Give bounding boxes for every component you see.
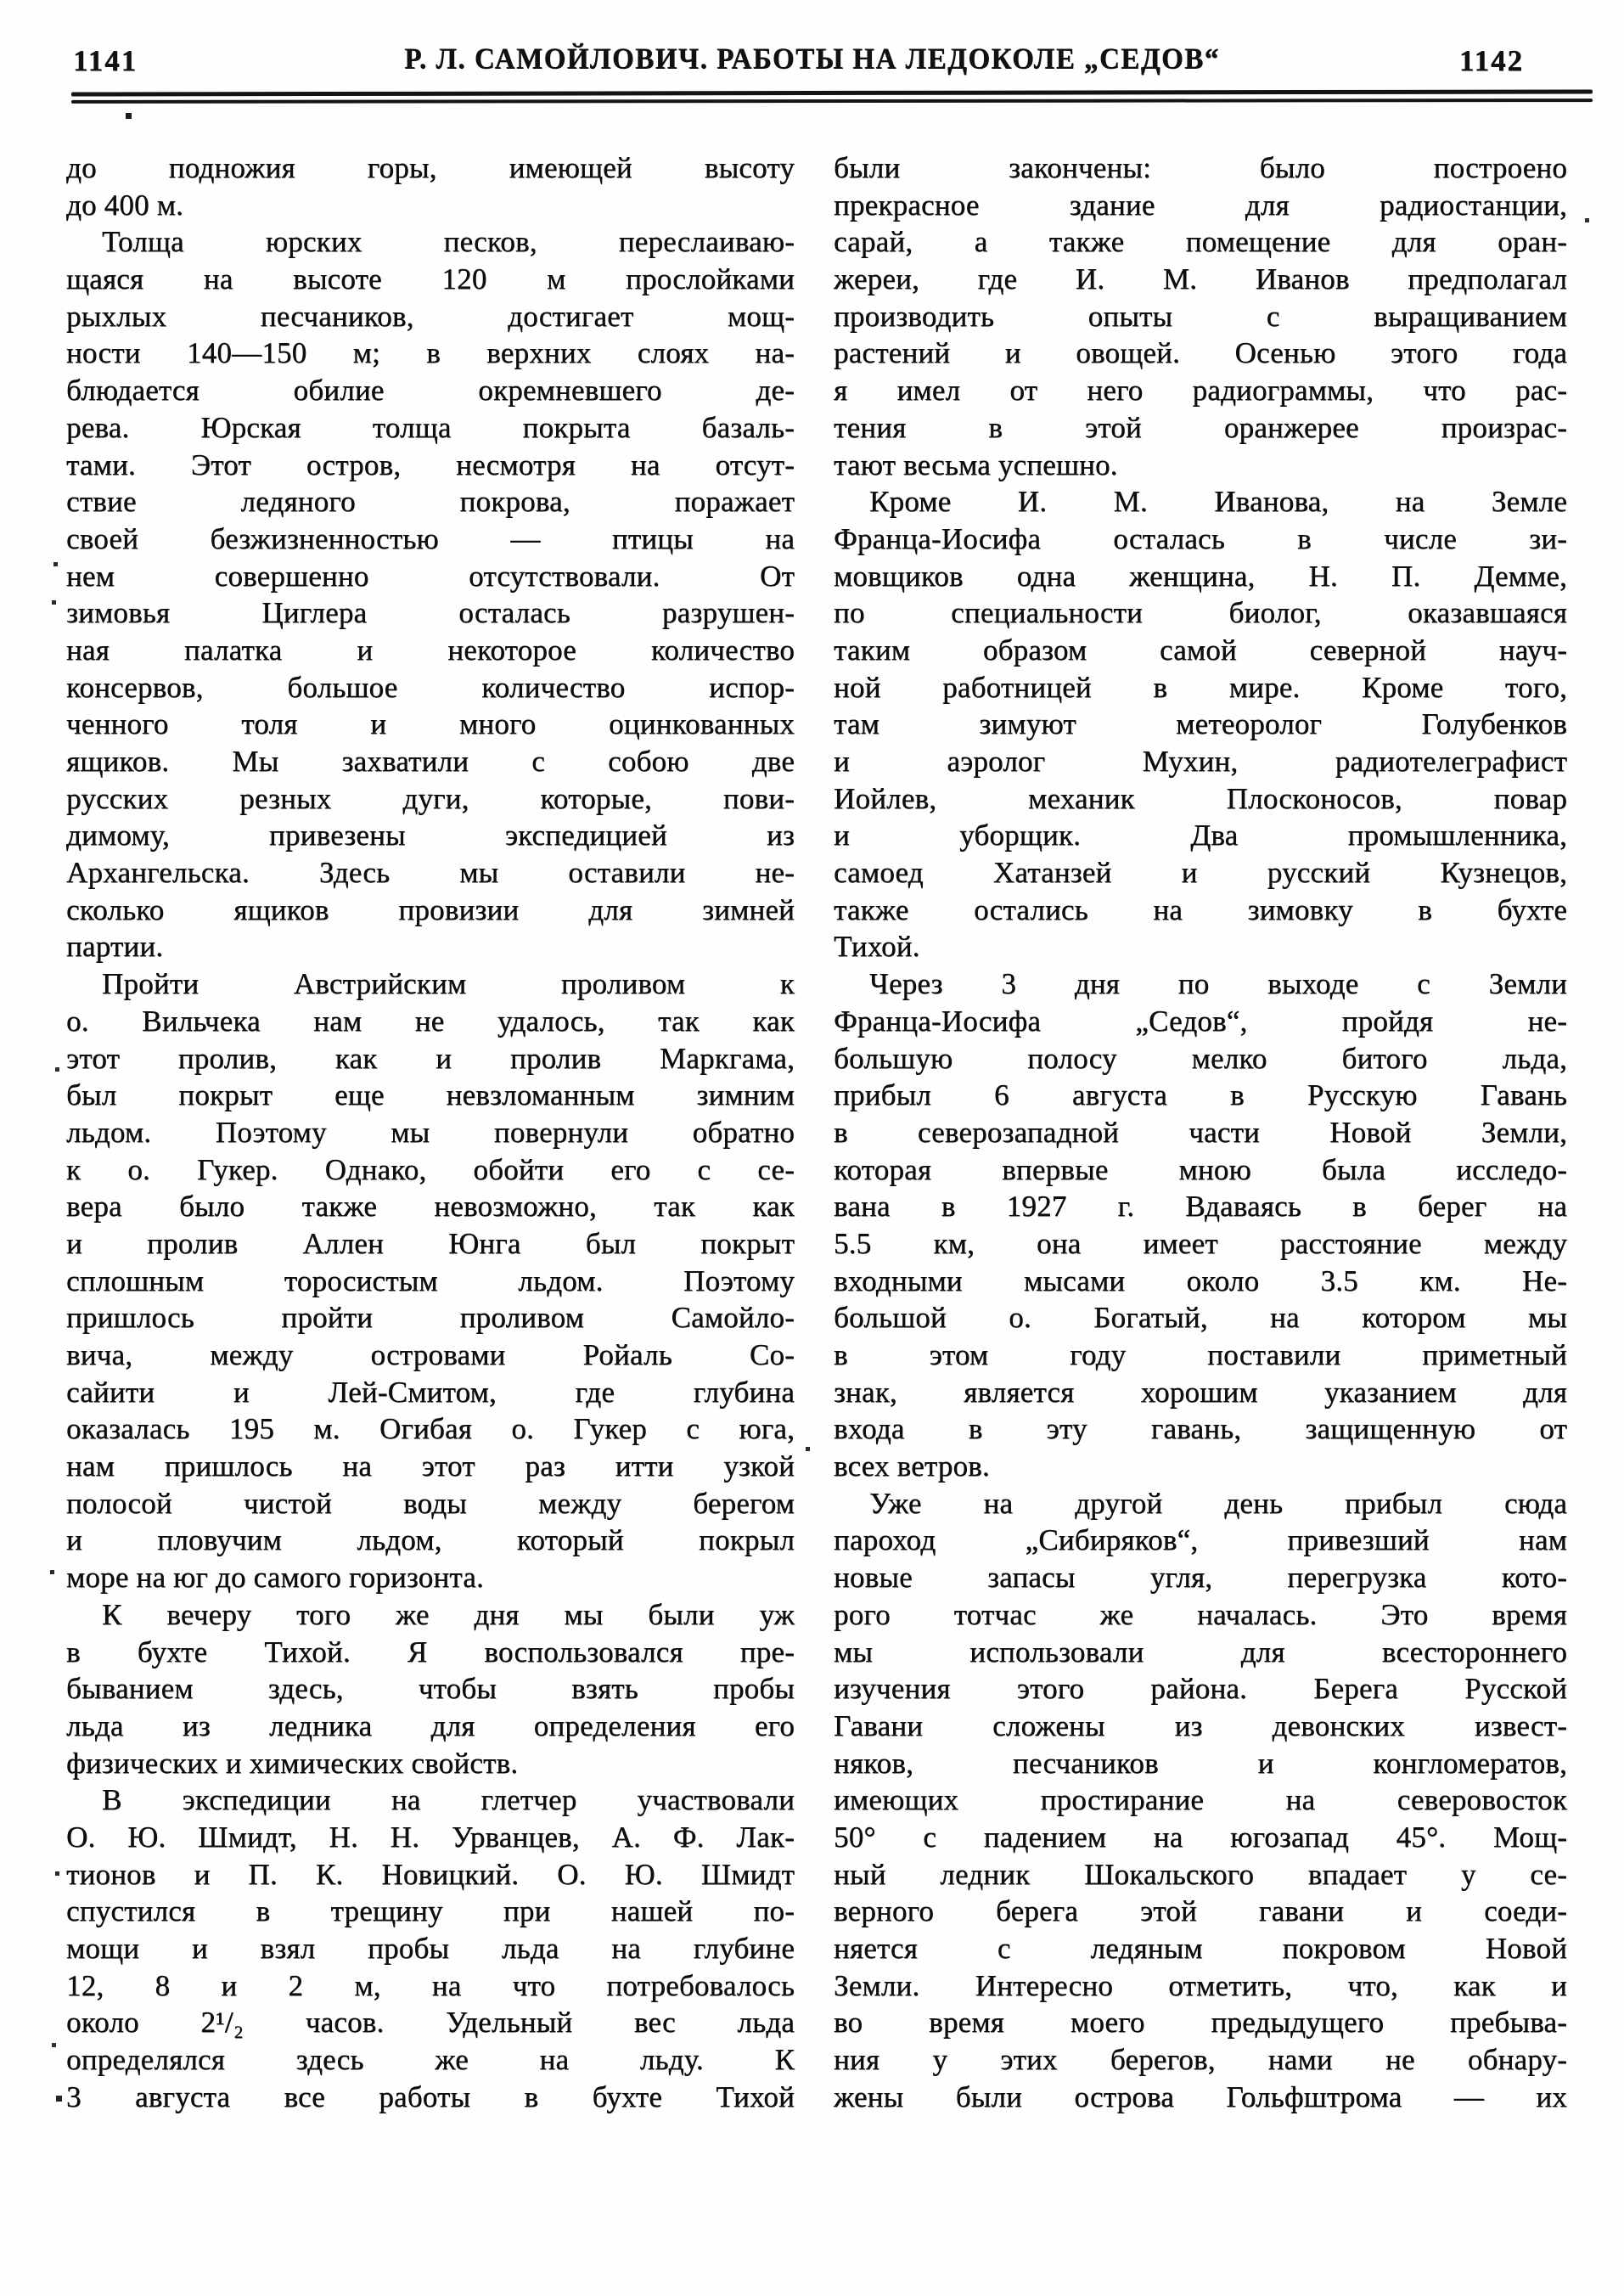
- text-line: большой о. Богатый, на котором мы: [834, 1301, 1567, 1335]
- text-line: большую полосу мелко битого льда,: [834, 1041, 1567, 1075]
- text-line: блюдается обилие окремневшего де-: [66, 374, 795, 408]
- text-line: там зимуют метеоролог Голубенков: [834, 707, 1567, 741]
- text-line: по специальности биолог, оказавшаяся: [834, 596, 1567, 630]
- text-line: своей безжизненностью — птицы на: [66, 521, 795, 555]
- column-right: [834, 149, 1567, 2115]
- text-line: которая впервые мною была исследо-: [834, 1152, 1567, 1186]
- text-line: имеющих простирание на северовосток: [834, 1783, 1567, 1817]
- text-line: Уже на другой день прибыл сюда: [869, 1486, 1567, 1520]
- text-line: ченного толя и много оцинкованных: [66, 707, 795, 741]
- text-line: 3 августа все работы в бухте Тихой: [66, 2079, 795, 2113]
- header-double-rule-bottom: [71, 98, 1593, 104]
- text-line: 50° с падением на югозапад 45°. Мощ-: [834, 1820, 1567, 1854]
- text-line: о. Вильчека нам не удалось, так как: [66, 1004, 795, 1038]
- text-line: сарай, а также помещение для оран-: [834, 225, 1567, 259]
- text-line: щаяся на высоте 120 м прослойками: [66, 262, 795, 296]
- scan-specks: [0, 0, 3, 3]
- header-double-rule-top: [71, 89, 1593, 96]
- text-line: знак, является хорошим указанием для: [834, 1375, 1567, 1409]
- text-line: льда из ледника для определения его: [66, 1708, 795, 1742]
- text-line: растений и овощей. Осенью этого года: [834, 336, 1567, 370]
- text-line: входа в эту гавань, защищенную от: [834, 1412, 1567, 1446]
- text-line: К вечеру того же дня мы были уж: [102, 1597, 795, 1631]
- text-line: ная палатка и некоторое количество: [66, 633, 795, 667]
- text-line: мовщиков одна женщина, Н. П. Демме,: [834, 559, 1567, 593]
- text-line: был покрыт еще невзломанным зимним: [66, 1078, 795, 1112]
- text-line: Франца-Иосифа осталась в числе зи-: [834, 521, 1567, 555]
- text-line: ности 140—150 м; в верхних слоях на-: [66, 336, 795, 370]
- text-line: льдом. Поэтому мы повернули обратно: [66, 1115, 795, 1149]
- text-line: тионов и П. К. Новицкий. О. Ю. Шмидт: [66, 1857, 795, 1891]
- text-line: ной работницей в мире. Кроме того,: [834, 670, 1567, 704]
- text-line: мы использовали для всестороннего: [834, 1635, 1567, 1669]
- text-line: пришлось пройти проливом Самойло-: [66, 1301, 795, 1335]
- text-line: В экспедиции на глетчер участвовали: [102, 1783, 795, 1817]
- text-line: до 400 м.: [66, 188, 184, 222]
- text-line: спустился в трещину при нашей по-: [66, 1894, 795, 1928]
- text-line: ящиков. Мы захватили с собою две: [66, 745, 795, 778]
- text-line: входными мысами около 3.5 км. Не-: [834, 1263, 1567, 1297]
- text-line: около 2¹/₂ часов. Удельный вес льда: [66, 2006, 795, 2040]
- text-line: ния у этих берегов, нами не обнару-: [834, 2043, 1567, 2077]
- text-line: физических и химических свойств.: [66, 1746, 519, 1780]
- text-line: Пройти Австрийским проливом к: [102, 967, 795, 1001]
- text-line: самоед Хатанзей и русский Кузнецов,: [834, 856, 1567, 890]
- text-line: до подножия горы, имеющей высоту: [66, 151, 795, 184]
- text-line: к о. Гукер. Однако, обойти его с се-: [66, 1152, 795, 1186]
- text-line: Через 3 дня по выходе с Земли: [869, 967, 1567, 1001]
- text-line: новые запасы угля, перегрузка кото-: [834, 1561, 1567, 1595]
- text-line: тения в этой оранжерее произрас-: [834, 410, 1567, 444]
- text-line: сайити и Лей-Смитом, где глубина: [66, 1375, 795, 1409]
- text-line: 5.5 км, она имеет расстояние между: [834, 1226, 1567, 1260]
- running-head: [0, 44, 1624, 87]
- text-line: жены были острова Гольфштрома — их: [834, 2079, 1567, 2113]
- text-line: я имел от него радиограммы, что рас-: [834, 374, 1567, 408]
- text-line: в северозападной части Новой Земли,: [834, 1115, 1567, 1149]
- text-line: во время моего предыдущего пребыва-: [834, 2006, 1567, 2040]
- text-line: Кроме И. М. Иванова, на Земле: [869, 485, 1567, 519]
- text-line: верного берега этой гавани и соеди-: [834, 1894, 1567, 1928]
- text-line: в бухте Тихой. Я воспользовался пре-: [66, 1635, 795, 1669]
- text-line: сплошным торосистым льдом. Поэтому: [66, 1263, 795, 1297]
- text-line: быванием здесь, чтобы взять пробы: [66, 1672, 795, 1706]
- text-line: мощи и взял пробы льда на глубине: [66, 1932, 795, 1965]
- text-line: рыхлых песчаников, достигает мощ-: [66, 299, 795, 333]
- text-line: тают весьма успешно.: [834, 447, 1118, 481]
- text-line: няков, песчаников и конгломератов,: [834, 1746, 1567, 1780]
- text-line: полосой чистой воды между берегом: [66, 1486, 795, 1520]
- text-line: оказалась 195 м. Огибая о. Гукер с юга,: [66, 1412, 795, 1446]
- text-line: зимовья Циглера осталась разрушен-: [66, 596, 795, 630]
- text-line: и уборщик. Два промышленника,: [834, 819, 1567, 853]
- text-line: производить опыты с выращиванием: [834, 299, 1567, 333]
- text-line: Архангельска. Здесь мы оставили не-: [66, 856, 795, 890]
- text-line: прибыл 6 августа в Русскую Гавань: [834, 1078, 1567, 1112]
- text-line: и пролив Аллен Юнга был покрыт: [66, 1226, 795, 1260]
- text-line: всех ветров.: [834, 1449, 990, 1483]
- text-line: 12, 8 и 2 м, на что потребовалось: [66, 1968, 795, 2002]
- text-line: были закончены: было построено: [834, 151, 1567, 184]
- text-line: нам пришлось на этот раз итти узкой: [66, 1449, 795, 1483]
- text-line: димому, привезены экспедицией из: [66, 819, 795, 853]
- text-line: русских резных дуги, которые, пови-: [66, 781, 795, 815]
- text-line: Гавани сложены из девонских извест-: [834, 1708, 1567, 1742]
- text-line: вера было также невозможно, так как: [66, 1190, 795, 1224]
- text-line: изучения этого района. Берега Русской: [834, 1672, 1567, 1706]
- text-line: Земли. Интересно отметить, что, как и: [834, 1968, 1567, 2002]
- text-line: рого тотчас же началась. Это время: [834, 1597, 1567, 1631]
- text-line: тами. Этот остров, несмотря на отсут-: [66, 447, 795, 481]
- text-line: определялся здесь же на льду. К: [66, 2043, 795, 2077]
- running-title: Р. Л. САМОЙЛОВИЧ. РАБОТЫ НА ЛЕДОКОЛЕ „СЕДОВ“: [404, 43, 1220, 76]
- column-left: [66, 149, 795, 2115]
- text-line: также остались на зимовку в бухте: [834, 892, 1567, 926]
- page-number-right: 1142: [1458, 44, 1524, 77]
- text-line: нем совершенно отсутствовали. От: [66, 559, 795, 593]
- text-line: Иойлев, механик Плосконосов, повар: [834, 781, 1567, 815]
- text-line: Франца-Иосифа „Седов“, пройдя не-: [834, 1004, 1567, 1038]
- text-line: няется с ледяным покровом Новой: [834, 1932, 1567, 1965]
- text-line: прекрасное здание для радиостанции,: [834, 188, 1567, 222]
- text-line: ный ледник Шокальского впадает у се-: [834, 1857, 1567, 1891]
- text-line: Толща юрских песков, переслаиваю-: [102, 225, 795, 259]
- text-line: Тихой.: [834, 930, 920, 964]
- text-line: и аэролог Мухин, радиотелеграфист: [834, 745, 1567, 778]
- text-line: консервов, большое количество испор-: [66, 670, 795, 704]
- text-line: море на юг до самого горизонта.: [66, 1561, 484, 1595]
- text-line: таким образом самой северной науч-: [834, 633, 1567, 667]
- text-line: партии.: [66, 930, 164, 964]
- text-line: и пловучим льдом, который покрыл: [66, 1523, 795, 1557]
- text-line: рева. Юрская толща покрыта базаль-: [66, 410, 795, 444]
- text-line: вана в 1927 г. Вдаваясь в берег на: [834, 1190, 1567, 1224]
- text-line: жереи, где И. М. Иванов предполагал: [834, 262, 1567, 296]
- text-line: сколько ящиков провизии для зимней: [66, 892, 795, 926]
- text-line: ствие ледяного покрова, поражает: [66, 485, 795, 519]
- text-line: этот пролив, как и пролив Маркгама,: [66, 1041, 795, 1075]
- text-line: пароход „Сибиряков“, привезший нам: [834, 1523, 1567, 1557]
- text-line: О. Ю. Шмидт, Н. Н. Урванцев, А. Ф. Лак-: [66, 1820, 795, 1854]
- text-line: в этом году поставили приметный: [834, 1338, 1567, 1371]
- text-line: вича, между островами Ройаль Со-: [66, 1338, 795, 1371]
- page-number-left: 1141: [73, 44, 138, 77]
